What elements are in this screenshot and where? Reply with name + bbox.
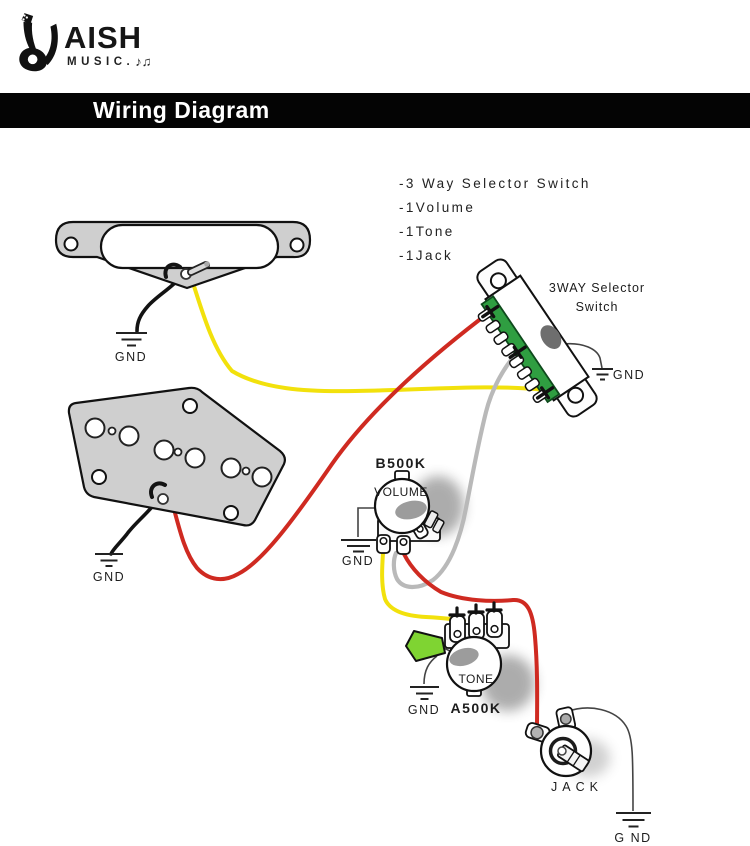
jack-label: JACK <box>551 780 603 794</box>
switch-label-line1: 3WAY Selector <box>548 281 646 295</box>
tone-capacitor <box>406 631 445 661</box>
switch-label-line2: Switch <box>575 300 619 314</box>
switch-gnd-label: GND <box>612 368 646 382</box>
neck-mount-hole-right <box>291 239 304 252</box>
neck-mount-hole-left <box>65 238 78 251</box>
jack-center-hole <box>558 747 566 755</box>
tone-gnd-label: GND <box>407 703 441 717</box>
legend-item-jack: -1Jack <box>399 248 454 263</box>
legend-item-switch: -3 Way Selector Switch <box>399 176 591 191</box>
jack-ground-symbol <box>616 813 651 827</box>
legend-item-tone: -1Tone <box>399 224 455 239</box>
neck-ground-wire-black <box>137 277 181 331</box>
neck-ground-symbol <box>116 333 147 346</box>
neck-pickup-cover <box>101 225 278 268</box>
tone-ground-symbol <box>410 687 439 699</box>
music-notes-icon: ♪♫ <box>135 54 152 69</box>
page-title: Wiring Diagram <box>93 97 270 123</box>
switch-ground-symbol <box>592 369 613 380</box>
legend <box>399 176 591 263</box>
tone-value-label: A500K <box>450 700 502 716</box>
bridge-pickup <box>69 388 285 526</box>
legend-item-volume: -1Volume <box>399 200 476 215</box>
bridge-ground-wire-black <box>111 501 157 554</box>
volume-label: VOLUME <box>374 485 428 499</box>
output-jack <box>524 707 591 776</box>
bridge-wire-eyelet <box>158 494 168 504</box>
bridge-pickup-baseplate <box>69 388 285 526</box>
brand-subtitle: MUSIC. <box>67 55 135 68</box>
neck-pickup <box>56 222 310 288</box>
bridge-ground-symbol <box>95 554 123 566</box>
neck-gnd-label: GND <box>114 350 148 364</box>
tone-ground-line <box>424 656 437 684</box>
bridge-gnd-label: GND <box>92 570 126 584</box>
volume-value-label: B500K <box>375 455 427 471</box>
volume-gnd-label: GND <box>341 554 375 568</box>
jack-gnd-label: G ND <box>614 831 652 845</box>
brand-name: AISH <box>64 20 143 55</box>
tone-label: TONE <box>458 672 494 686</box>
volume-ground-symbol <box>341 540 376 552</box>
